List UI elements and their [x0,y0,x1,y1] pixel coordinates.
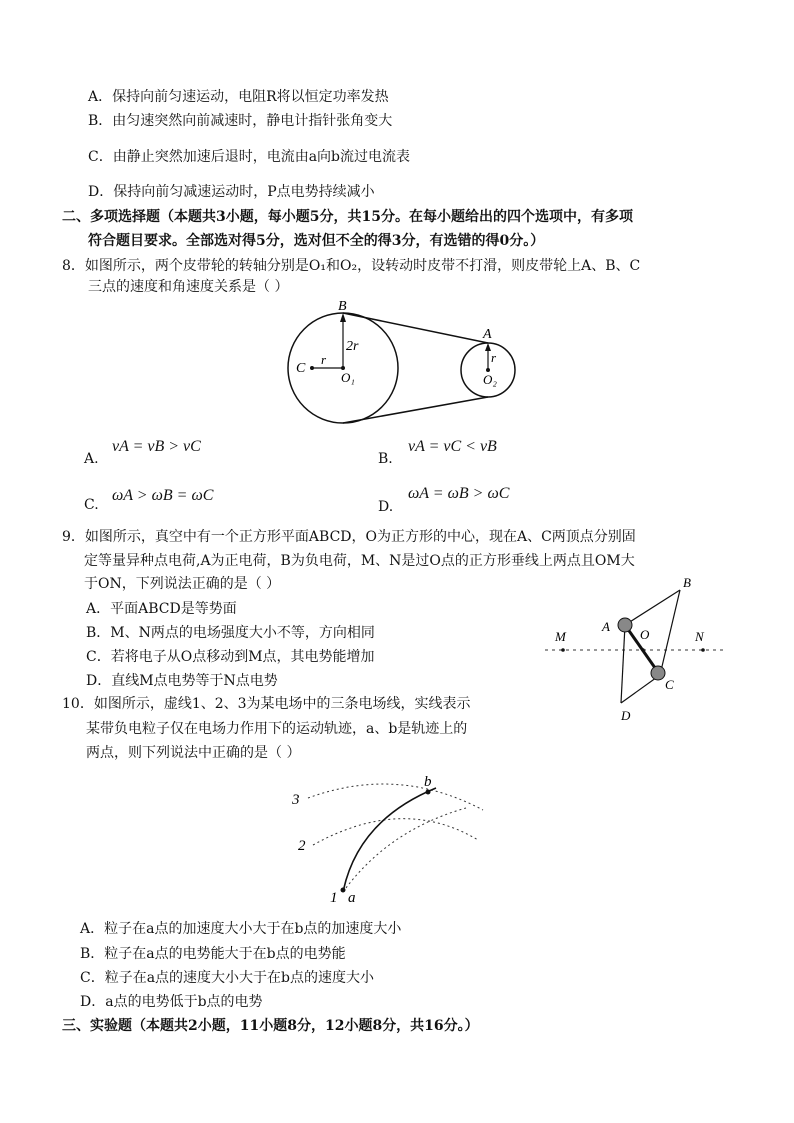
label-2: 2 [298,838,306,854]
edge-da [621,625,625,703]
q7-option-d: D．保持向前匀减速运动时，P点电势持续减小 [88,184,375,200]
label-r-inner: r [321,352,327,367]
q8-option-c-expr: ωA > ωB = ωC [112,487,214,504]
q8-pulley-figure [280,298,540,433]
label-o2: O₂ [483,372,497,387]
field-line-1 [343,808,466,892]
q8-option-c-label: C. [84,497,99,513]
point-n [701,648,705,652]
q8-option-b-label: B. [378,451,393,467]
point-m [561,648,565,652]
label-1: 1 [330,890,338,906]
q8-stem-line1: 8．如图所示，两个皮带轮的转轴分别是O₁和O₂，设转动时皮带不打滑，则皮带轮上A、B、C [62,258,641,274]
label-d: D [621,708,631,723]
label-b: B [338,299,347,314]
edge-ab [625,590,680,625]
label-c: C [665,677,674,692]
q9-stem-line1: 9．如图所示，真空中有一个正方形平面ABCD，O为正方形的中心，现在A、C两顶点分别固 [62,529,636,545]
label-m: M [555,629,566,644]
q8-option-d-expr: ωA = ωB > ωC [408,485,510,502]
section2-heading-line1: 二、多项选择题（本题共3小题，每小题5分，共15分。在每小题给出的四个选项中，有多项 [62,209,633,225]
point-c-dot [310,366,314,370]
q7-option-c: C．由静止突然加速后退时，电流由a向b流过电流表 [88,149,411,165]
belt-top [343,313,488,343]
q9-stem-line3: 于ON，下列说法正确的是（ ） [84,576,281,592]
q8-stem-line2: 三点的速度和角速度关系是（ ） [88,279,289,295]
q8-option-b-expr: vA = vC < vB [408,438,497,455]
trajectory [343,788,436,892]
label-r-small: r [491,350,497,365]
label-a: A [602,619,610,634]
point-a [341,888,346,893]
q8-option-d-label: D. [378,499,394,515]
label-b: B [683,575,691,590]
label-a: a [348,890,356,906]
section3-heading: 三、实验题（本题共2小题，11小题8分，12小题8分，共16分。） [62,1018,479,1034]
q9-stem-line2: 定等量异种点电荷,A为正电荷，B为负电荷，M、N是过O点的正方形垂线上两点且OM大 [84,553,635,569]
label-a: A [483,327,492,342]
q10-option-a: A．粒子在a点的加速度大小大于在b点的加速度大小 [80,921,402,937]
q8-option-a-label: A. [84,451,99,467]
field-line-2 [313,819,478,845]
q10-stem-line2: 某带负电粒子仅在电场力作用下的运动轨迹，a、b是轨迹上的 [86,721,468,737]
q7-option-b: B．由匀速突然向前减速时，静电计指针张角变大 [88,113,393,129]
q10-field-figure [288,770,488,910]
point-o [641,648,645,652]
point-b [426,790,431,795]
label-o1: O₁ [341,370,355,385]
q9-square-figure [545,575,735,725]
q7-option-a: A．保持向前匀速运动，电阻R将以恒定功率发热 [88,89,389,105]
label-3: 3 [292,792,300,808]
label-n: N [695,629,704,644]
q8-option-a-expr: vA = vB > vC [112,438,201,455]
field-line-3 [308,784,483,810]
q9-option-a: A．平面ABCD是等势面 [86,601,237,617]
q10-stem-line1: 10．如图所示，虚线1、2、3为某电场中的三条电场线，实线表示 [62,696,471,712]
q9-option-b: B．M、N两点的电场强度大小不等，方向相同 [86,625,375,641]
section2-heading-line2: 符合题目要求。全部选对得5分，选对但不全的得3分，有选错的得0分。） [88,233,545,249]
q10-option-b: B．粒子在a点的电势能大于在b点的电势能 [80,946,346,962]
label-o: O [640,627,650,642]
edge-bc [660,590,680,675]
radius-2r-arrow [340,313,346,322]
q10-option-c: C．粒子在a点的速度大小大于在b点的速度大小 [80,970,375,986]
label-2r: 2r [346,339,359,354]
q9-option-d: D．直线M点电势等于N点电势 [86,673,278,689]
q10-option-d: D．a点的电势低于b点的电势 [80,994,263,1010]
q9-option-c: C．若将电子从O点移动到M点，其电势能增加 [86,649,375,665]
q10-stem-line3: 两点，则下列说法中正确的是（ ） [86,745,301,761]
label-c: C [296,361,306,376]
label-b: b [424,774,432,790]
charge-a [618,618,632,632]
charge-c [651,666,665,680]
belt-bottom [343,397,488,423]
